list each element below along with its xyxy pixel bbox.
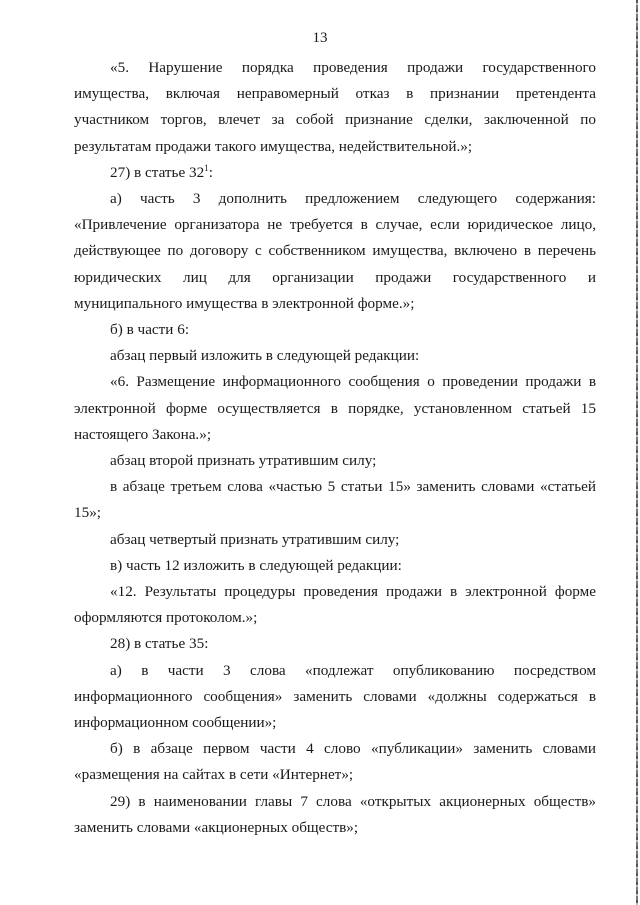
paragraph: б) в абзаце первом части 4 слово «публикации» заменить словами «размещения на сайтах в сети «Интернет»; <box>74 740 596 784</box>
page-number: 13 <box>312 30 328 46</box>
document-body <box>74 55 596 841</box>
paragraph: абзац четвертый признать утратившим силу; <box>110 530 400 548</box>
paragraph: в абзаце третьем слова «частью 5 статьи 15» заменить словами «статьей 15»; <box>74 478 596 522</box>
paragraph: абзац первый изложить в следующей редакции: <box>110 347 420 365</box>
paragraph-text: 27) в статье 32 <box>110 163 205 181</box>
paragraph: абзац второй признать утратившим силу; <box>110 452 377 470</box>
paragraph: б) в части 6: <box>110 321 190 339</box>
paragraph-tail: : <box>208 163 213 181</box>
paragraph-article-27 <box>74 160 596 186</box>
paragraph: 28) в статье 35: <box>110 635 209 653</box>
paragraph: «6. Размещение информационного сообщения о проведении продажи в электронной форме осуществляется в порядке, установленном статьей 15 настоящего Закона.»; <box>74 373 596 443</box>
paragraph: а) часть 3 дополнить предложением следующего содержания: «Привлечение организатора не требуется в случае, если юридическое лицо, действующее по договору с собственником имущества, включено в перечень юридических лиц для организации продажи государственного и муниципального имущества в электронной форме.»; <box>74 190 596 312</box>
paragraph: 29) в наименовании главы 7 слова «открытых акционерных обществ» заменить словами «акционерных обществ»; <box>74 792 596 836</box>
scan-edge <box>636 0 638 905</box>
paragraph: а) в части 3 слова «подлежат опубликованию посредством информационного сообщения» заменить словами «должны содержаться в информационном сообщении»; <box>74 661 596 732</box>
paragraph: «5. Нарушение порядка проведения продажи государственного имущества, включая неправомерный отказ в признании претендента участником торгов, влечет за собой признание сделки, заключенной по результатам продажи такого имущества, недействительной.»; <box>74 59 596 155</box>
paragraph: в) часть 12 изложить в следующей редакции: <box>110 556 402 574</box>
superscript: 1 <box>204 162 209 173</box>
paragraph: «12. Результаты процедуры проведения продажи в электронной форме оформляются протоколом.»; <box>74 583 596 627</box>
